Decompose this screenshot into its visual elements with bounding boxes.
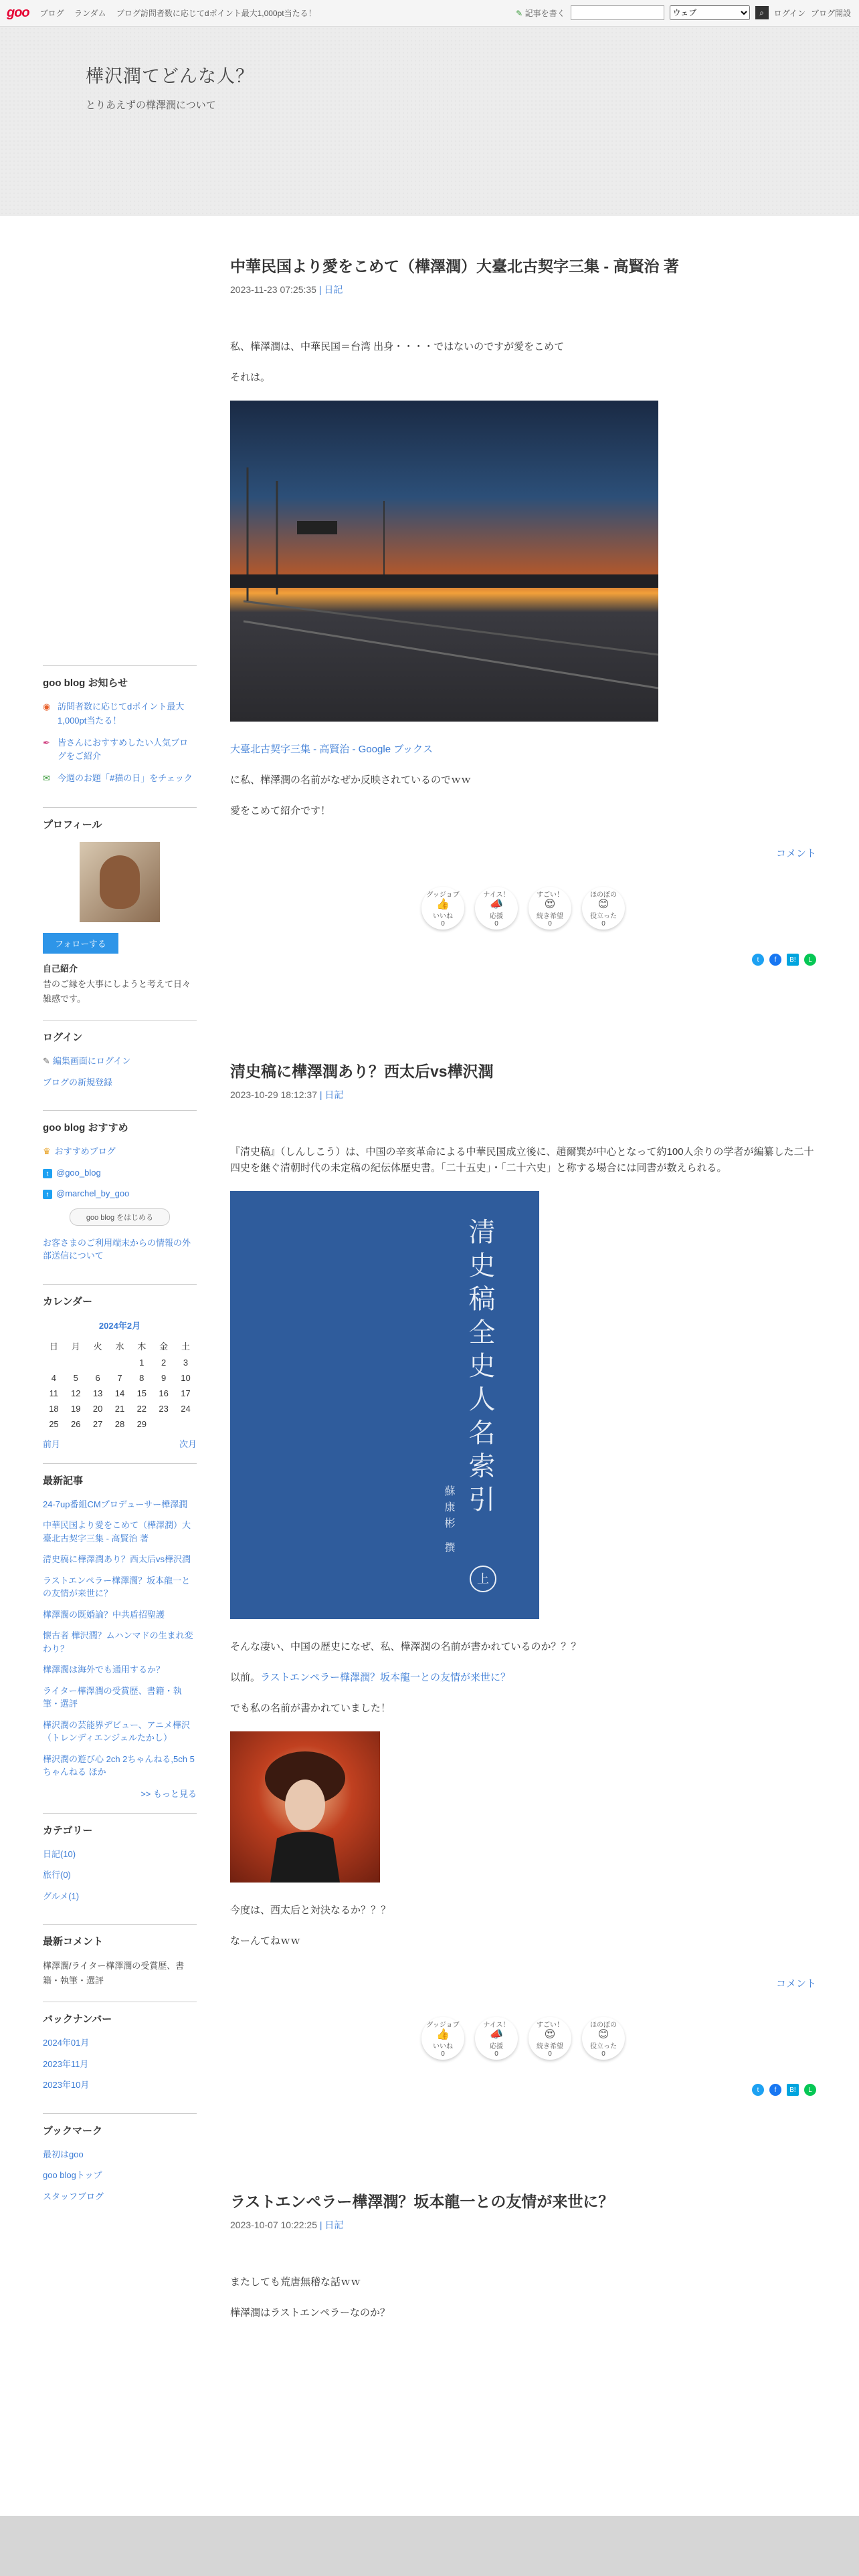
megaphone-icon: 📣 bbox=[490, 2028, 503, 2040]
back-number-section bbox=[43, 2002, 197, 2113]
smile-icon: 😊 bbox=[597, 898, 609, 910]
calendar-day: 1 bbox=[139, 1357, 145, 1368]
calendar-day: 26 bbox=[71, 1418, 81, 1429]
recent-post-link[interactable]: 樺沢潤の遊び心 2ch 2ちゃんねる,5ch 5ちゃんねる ほか bbox=[43, 1753, 195, 1778]
article-paragraph: 愛をこめて紹介です！ bbox=[230, 805, 331, 817]
reaction-helpful-button[interactable]: ほのぼの 😊 役立った 0 bbox=[582, 887, 625, 930]
notice-section bbox=[43, 665, 197, 807]
nav-campaign[interactable]: ブログ訪問者数に応じてdポイント最大1,000pt当たる！ bbox=[116, 9, 316, 18]
external-transmission-link[interactable]: お客さまのご利用端末からの情報の外部送信について bbox=[43, 1237, 191, 1261]
article-paragraph: 樺澤潤はラストエンペラーなのか？ bbox=[230, 2307, 390, 2319]
reaction-like-button[interactable]: グッジョブ 👍 いいね 0 bbox=[421, 2017, 464, 2060]
calendar-section bbox=[43, 1284, 197, 1463]
comment-link[interactable]: コメント bbox=[775, 848, 816, 859]
sidebar bbox=[43, 665, 197, 2224]
heart-eyes-icon: 😍 bbox=[544, 2028, 556, 2040]
recent-post-link[interactable]: ライター樺澤潤の受賞歴、書籍・執筆・選評 bbox=[43, 1685, 182, 1709]
calendar-day: 13 bbox=[92, 1388, 103, 1398]
reaction-cheer-button[interactable]: ナイス！ 📣 応援 0 bbox=[475, 2017, 518, 2060]
bookmark-section bbox=[43, 2113, 197, 2225]
article-paragraph: そんな凄い、中国の歴史になぜ、私、樺澤潤の名前が書かれているのか？？？ bbox=[230, 1641, 581, 1652]
article-paragraph: それは。 bbox=[230, 372, 271, 383]
book-cover-title: 清史稿全史人名索引 bbox=[464, 1218, 495, 1519]
dpoint-icon: ◉ bbox=[43, 702, 51, 712]
profile-section bbox=[43, 807, 197, 1020]
reaction-cheer-button[interactable]: ナイス！ 📣 応援 0 bbox=[475, 887, 518, 930]
calendar-day: 28 bbox=[114, 1418, 125, 1429]
reaction-buttons bbox=[230, 887, 816, 930]
weekday-label: 金 bbox=[159, 1341, 169, 1352]
calendar-day: 5 bbox=[73, 1372, 78, 1383]
recent-post-link[interactable]: 樺澤潤は海外でも通用するか？ bbox=[43, 1665, 165, 1675]
calendar-month: 2024年2月 bbox=[98, 1320, 141, 1331]
calendar-next-month[interactable]: 次月 bbox=[179, 1438, 197, 1449]
article-category-link[interactable]: 日記 bbox=[324, 284, 343, 295]
bookmark-link[interactable]: スタッフブログ bbox=[43, 2191, 104, 2202]
main-content bbox=[230, 254, 816, 2415]
calendar-day: 6 bbox=[95, 1372, 100, 1383]
book-cover-author: 蘇康彬 撰 bbox=[443, 1485, 454, 1558]
login-link[interactable]: ログイン bbox=[773, 8, 805, 18]
category-link[interactable]: 日記(10) bbox=[43, 1848, 76, 1859]
archive-link[interactable]: 2023年10月 bbox=[43, 2080, 90, 2090]
calendar-day: 8 bbox=[139, 1372, 145, 1383]
top-navigation-bar bbox=[0, 0, 859, 27]
reaction-buttons bbox=[230, 2017, 816, 2060]
recommend-section bbox=[43, 1110, 197, 1284]
notice-link[interactable]: 今週のお題「#猫の日」をチェック bbox=[58, 773, 193, 784]
article-paragraph: でも私の名前が書かれていました！ bbox=[230, 1703, 391, 1714]
twitter-share-icon[interactable]: t bbox=[752, 2084, 764, 2096]
facebook-share-icon[interactable]: f bbox=[769, 954, 781, 966]
recent-posts-section bbox=[43, 1463, 197, 1813]
search-scope-select[interactable] bbox=[670, 5, 750, 20]
pencil-icon: ✎ bbox=[43, 1056, 50, 1067]
calendar-day: 12 bbox=[71, 1388, 81, 1398]
article-category-link[interactable]: 日記 bbox=[324, 2220, 344, 2230]
section-title: プロフィール bbox=[43, 819, 102, 831]
thumbs-up-icon: 👍 bbox=[436, 2028, 450, 2040]
blog-header bbox=[0, 27, 859, 216]
related-article-link[interactable]: ラストエンペラー樺澤潤？坂本龍一との友情が来世に？ bbox=[260, 1672, 510, 1683]
crown-icon: ♛ bbox=[43, 1146, 51, 1157]
book-cover-volume: 上 bbox=[470, 1566, 496, 1592]
article-date: 2023-10-29 18:12:37 | 日記 bbox=[230, 1089, 344, 1100]
article-date: 2023-11-23 07:25:35 | 日記 bbox=[230, 284, 343, 295]
article-paragraph: 以前。ラストエンペラー樺澤潤？坂本龍一との友情が来世に？ bbox=[230, 1672, 510, 1683]
calendar-day: 17 bbox=[181, 1388, 191, 1398]
section-title: 最新記事 bbox=[43, 1475, 84, 1487]
recent-post-link[interactable]: 中華民国より愛をこめて（樺澤潤）大臺北古契字三集 - 高賢治 著 bbox=[43, 1520, 191, 1543]
smile-icon: 😊 bbox=[597, 2028, 609, 2040]
latest-comment[interactable]: 樺澤潤/ライター樺澤潤の受賞歴、書籍・執筆・選評 bbox=[43, 1961, 185, 1986]
calendar-day: 7 bbox=[117, 1372, 122, 1383]
more-posts-link[interactable]: >> もっと見る bbox=[140, 1788, 197, 1799]
archive-link[interactable]: 2024年01月 bbox=[43, 2038, 90, 2048]
calendar-day: 25 bbox=[49, 1418, 59, 1429]
article-paragraph: なーんてねｗｗ bbox=[230, 1935, 301, 1947]
calendar-day: 18 bbox=[49, 1403, 59, 1414]
twitter-share-icon[interactable]: t bbox=[752, 954, 764, 966]
twitter-icon: t bbox=[43, 1169, 52, 1178]
reaction-more-button[interactable]: すごい！ 😍 続き希望 0 bbox=[529, 2017, 571, 2060]
latest-comments-section bbox=[43, 1924, 197, 2002]
calendar-day: 10 bbox=[181, 1372, 191, 1383]
recent-post-link[interactable]: 樺沢潤の芸能界デビュー、アニメ樺沢（トレンディエンジェルたかし） bbox=[43, 1719, 190, 1743]
article-timestamp: 2023-10-29 18:12:37 bbox=[230, 1089, 317, 1100]
article-date: 2023-10-07 10:22:25 | 日記 bbox=[230, 2220, 344, 2230]
hatena-share-icon[interactable]: B! bbox=[787, 2084, 799, 2096]
recent-post-link[interactable]: 樺澤潤の既婚論？中共盾招聖護 bbox=[43, 1609, 165, 1620]
register-link[interactable]: ブログ開設 bbox=[810, 8, 851, 18]
article bbox=[230, 2189, 816, 2321]
notice-link[interactable]: 皆さんにおすすめしたい人気ブログをご紹介 bbox=[58, 737, 189, 762]
article-paragraph: またしても荒唐無稽な話ｗｗ bbox=[230, 2276, 361, 2288]
blog-title[interactable]: 樺沢潤てどんな人？ bbox=[86, 66, 254, 86]
intro-heading: 自己紹介 bbox=[43, 963, 78, 974]
article-paragraph: に私、樺澤潤の名前がなぜか反映されているのでｗｗ bbox=[230, 774, 472, 786]
nav-random[interactable]: ランダム bbox=[74, 9, 106, 18]
bookmark-link[interactable]: goo blogトップ bbox=[43, 2170, 102, 2181]
line-share-icon[interactable]: L bbox=[804, 954, 816, 966]
edit-login-link[interactable]: ✎ 編集画面にログイン bbox=[43, 1056, 131, 1067]
reaction-more-button[interactable]: すごい！ 😍 続き希望 0 bbox=[529, 887, 571, 930]
calendar-day: 16 bbox=[159, 1388, 169, 1398]
calendar-day: 15 bbox=[136, 1388, 147, 1398]
bookmark-link[interactable]: 最初はgoo bbox=[43, 2149, 84, 2159]
weekday-label: 月 bbox=[71, 1341, 80, 1352]
article-timestamp: 2023-10-07 10:22:25 bbox=[230, 2220, 317, 2230]
archive-link[interactable]: 2023年11月 bbox=[43, 2058, 89, 2069]
recent-post-link[interactable]: ラストエンペラー樺澤潤？坂本龍一との友情が来世に？ bbox=[43, 1575, 191, 1599]
article bbox=[230, 254, 816, 966]
avatar[interactable] bbox=[80, 842, 160, 922]
search-input[interactable] bbox=[571, 5, 664, 20]
facebook-share-icon[interactable]: f bbox=[769, 2084, 781, 2096]
section-title: goo blog おすすめ bbox=[43, 1122, 128, 1134]
write-post-link[interactable]: ✎ 記事を書く bbox=[516, 7, 565, 19]
section-title: ログイン bbox=[43, 1032, 83, 1044]
google-books-link[interactable]: 大臺北古契字三集 - 高賢治 - Google ブックス bbox=[230, 744, 433, 755]
section-title: バックナンバー bbox=[43, 2014, 112, 2026]
thumbs-up-icon: 👍 bbox=[436, 898, 450, 910]
calendar-day: 20 bbox=[92, 1403, 103, 1414]
weekday-label: 木 bbox=[137, 1341, 147, 1352]
calendar-day: 23 bbox=[159, 1403, 169, 1414]
section-title: ブックマーク bbox=[43, 2125, 102, 2137]
article-title[interactable]: ラストエンペラー樺澤潤？坂本龍一との友情が来世に？ bbox=[230, 2193, 614, 2210]
follow-button[interactable]: フォローする bbox=[43, 933, 118, 954]
calendar-day: 3 bbox=[183, 1357, 189, 1368]
heart-eyes-icon: 😍 bbox=[544, 898, 556, 910]
article-paragraph: 『清史稿』（しんしこう）は、中国の辛亥革命による中華民国成立後に、趙爾巽が中心となって約100人余りの学者が編纂した二十四史を継ぐ清朝时代の未定稿の紀伝体歴史書。「二十五史」・「二十六史」と称する場合には同書が数えられる。 bbox=[230, 1146, 814, 1174]
section-title: カテゴリー bbox=[43, 1824, 93, 1836]
article-paragraph: 今度は、西太后と対決なるか？？？ bbox=[230, 1905, 391, 1916]
book-cover-image[interactable] bbox=[230, 1191, 539, 1619]
share-buttons bbox=[230, 954, 816, 966]
calendar-day: 27 bbox=[92, 1418, 103, 1429]
nav-blog[interactable]: ブログ bbox=[39, 9, 64, 18]
share-buttons bbox=[230, 2084, 816, 2096]
article-timestamp: 2023-11-23 07:25:35 bbox=[230, 284, 316, 295]
category-link[interactable]: 旅行(0) bbox=[43, 1870, 71, 1881]
recommended-blogs-link[interactable]: ♛ おすすめブログ bbox=[43, 1146, 116, 1157]
calendar-day: 29 bbox=[136, 1418, 147, 1429]
marchel-twitter-link[interactable]: t @marchel_by_goo bbox=[43, 1187, 197, 1200]
article bbox=[230, 1059, 816, 2096]
category-section bbox=[43, 1813, 197, 1925]
mail-icon: ✉ bbox=[43, 773, 50, 784]
weekday-label: 日 bbox=[49, 1341, 58, 1352]
search-icon[interactable]: ⌕ bbox=[755, 6, 769, 19]
weekday-label: 土 bbox=[181, 1341, 191, 1352]
section-title: カレンダー bbox=[43, 1295, 93, 1307]
new-blog-link[interactable]: ブログの新規登録 bbox=[43, 1077, 113, 1087]
calendar-day: 19 bbox=[71, 1403, 81, 1414]
sunset-photo[interactable] bbox=[230, 401, 658, 722]
weekday-label: 水 bbox=[115, 1341, 124, 1352]
section-title: 最新コメント bbox=[43, 1936, 104, 1948]
recent-post-link[interactable]: 24-7up番組CMプロデューサー樺澤潤 bbox=[43, 1499, 188, 1509]
calendar-day: 22 bbox=[136, 1403, 147, 1414]
notice-link[interactable]: 訪問者数に応じてdポイント最大1,000pt当たる！ bbox=[58, 702, 185, 726]
line-share-icon[interactable]: L bbox=[804, 2084, 816, 2096]
category-link[interactable]: グルメ(1) bbox=[43, 1891, 80, 1901]
calendar-day: 24 bbox=[181, 1403, 191, 1414]
calendar-day: 9 bbox=[161, 1372, 167, 1383]
calendar-day: 21 bbox=[114, 1403, 125, 1414]
recent-post-link[interactable]: 清史稿に樺澤潤あり？西太后vs樺沢潤 bbox=[43, 1554, 191, 1565]
goo-blog-twitter-link[interactable]: t @goo_blog bbox=[43, 1166, 197, 1180]
hatena-share-icon[interactable]: B! bbox=[787, 954, 799, 966]
pen-icon: ✒ bbox=[43, 737, 50, 748]
goo-logo[interactable]: goo bbox=[7, 5, 29, 20]
login-section bbox=[43, 1020, 197, 1110]
article-category-link[interactable]: 日記 bbox=[324, 1089, 344, 1100]
calendar-day: 4 bbox=[51, 1372, 57, 1383]
calendar-table bbox=[43, 1337, 197, 1432]
calendar-day: 11 bbox=[49, 1388, 59, 1398]
bottom-bar bbox=[0, 2516, 859, 2576]
calendar-day: 14 bbox=[114, 1388, 125, 1398]
recent-post-link[interactable]: 懐古者 樺沢潤？ムハンマドの生まれ変わり？ bbox=[43, 1630, 193, 1654]
article-title[interactable]: 清史稿に樺澤潤あり？西太后vs樺沢潤 bbox=[230, 1063, 494, 1080]
blog-description: とりあえずの樺澤潤について bbox=[86, 100, 216, 111]
start-goo-blog-button[interactable]: goo blog をはじめる bbox=[70, 1208, 170, 1226]
reaction-helpful-button[interactable]: ほのぼの 😊 役立った 0 bbox=[582, 2017, 625, 2060]
weekday-label: 火 bbox=[93, 1341, 102, 1352]
intro-text: 昔のご縁を大事にしようと考えて日々雑感です。 bbox=[43, 978, 191, 1004]
reaction-like-button[interactable]: グッジョブ 👍 いいね 0 bbox=[421, 887, 464, 930]
comment-link[interactable]: コメント bbox=[775, 1978, 816, 1990]
megaphone-icon: 📣 bbox=[490, 898, 503, 910]
calendar-prev-month[interactable]: 前月 bbox=[43, 1438, 61, 1449]
section-title: goo blog お知らせ bbox=[43, 677, 128, 689]
empress-illustration[interactable] bbox=[230, 1731, 380, 1883]
twitter-icon: t bbox=[43, 1190, 52, 1199]
article-paragraph: 私、樺澤潤は、中華民国＝台湾 出身・・・・ではないのですが愛をこめて bbox=[230, 341, 565, 352]
article-title[interactable]: 中華民国より愛をこめて（樺澤潤）大臺北古契字三集 - 高賢治 著 bbox=[230, 257, 679, 275]
calendar-day: 2 bbox=[161, 1357, 167, 1368]
